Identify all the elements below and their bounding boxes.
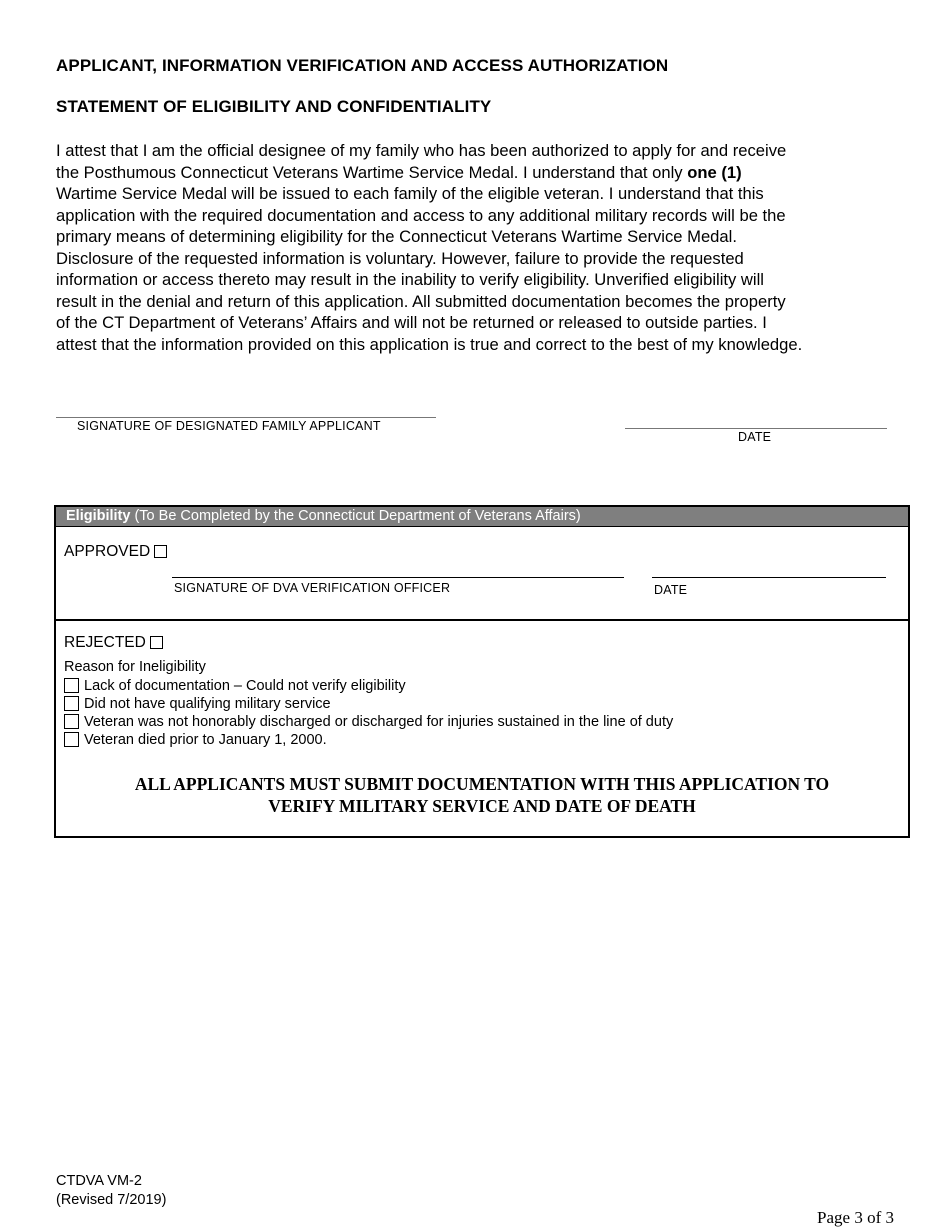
rejected-checkbox[interactable] [150,636,163,649]
officer-signature-line[interactable] [172,577,624,578]
applicant-signature-line[interactable] [56,417,436,418]
eligibility-statement [56,140,916,355]
approved-checkbox[interactable] [154,545,167,558]
reason-text: Lack of documentation – Could not verify eligibility [84,678,406,694]
reason-text: Veteran was not honorably discharged or discharged for injuries sustained in the line of duty [84,714,674,730]
statement-bold-text: one (1) [687,162,742,182]
statement-line: I attest that I am the official designee of my family who has been authorized to apply for and receive [56,141,787,160]
applicant-date-line[interactable] [625,428,887,429]
form-footer [56,1172,166,1210]
rejected-label: REJECTED [64,634,146,651]
form-revision: (Revised 7/2019) [56,1192,167,1208]
section-title: STATEMENT OF ELIGIBILITY AND CONFIDENTIALITY [56,97,492,116]
statement-text: the Posthumous Connecticut Veterans Wartime Service Medal. I understand that only [56,162,688,182]
statement-line: application with the required documentation and access to any additional military records will be the [56,205,786,225]
reason-item [64,677,673,695]
statement-line: of the CT Department of Veterans’ Affairs and will not be returned or released to outside parties. I [56,313,767,332]
statement-line: Disclosure of the requested information is voluntary. However, failure to provide the requested [56,248,744,268]
officer-signature-label: SIGNATURE OF DVA VERIFICATION OFFICER [174,581,451,595]
officer-date-label: DATE [654,583,688,597]
statement-line [56,162,916,184]
statement-line: Wartime Service Medal will be issued to each family of the eligible veteran. I understand that this [56,184,764,203]
eligibility-header-title: Eligibility [66,508,131,524]
reason-list [64,677,673,749]
statement-line: attest that the information provided on this application is true and correct to the best of my knowledge. [56,334,803,354]
reason-item [64,695,673,713]
page-number: Page 3 of 3 [817,1208,894,1227]
reason-text: Did not have qualifying military service [84,696,331,712]
reason-checkbox[interactable] [64,696,79,711]
reason-title: Reason for Ineligibility [64,659,206,675]
statement-line: information or access thereto may result in the inability to verify eligibility. Unverified eligibility will [56,270,764,289]
eligibility-box [54,505,910,838]
reason-text: Veteran died prior to January 1, 2000. [84,732,327,748]
reason-checkbox[interactable] [64,732,79,747]
statement-line: result in the denial and return of this application. All submitted documentation becomes the property [56,291,786,311]
form-title: APPLICANT, INFORMATION VERIFICATION AND ACCESS AUTHORIZATION [56,56,669,75]
reason-checkbox[interactable] [64,678,79,693]
notice-line: ALL APPLICANTS MUST SUBMIT DOCUMENTATION WITH THIS APPLICATION TO [134,774,830,794]
reason-checkbox[interactable] [64,714,79,729]
notice-line: VERIFY MILITARY SERVICE AND DATE OF DEATH [268,796,696,816]
applicant-signature-label: SIGNATURE OF DESIGNATED FAMILY APPLICANT [77,419,381,433]
section-divider [56,619,908,621]
eligibility-header-note: (To Be Completed by the Connecticut Department of Veterans Affairs) [130,508,581,524]
statement-line: primary means of determining eligibility for the Connecticut Veterans Wartime Service Medal. [56,227,737,246]
officer-date-line[interactable] [652,577,886,578]
eligibility-header [56,507,908,527]
documentation-notice [56,773,908,817]
applicant-date-label: DATE [738,430,772,444]
reason-item [64,713,673,731]
reason-item [64,731,673,749]
approved-row [64,543,167,561]
rejected-row [64,634,163,652]
approved-label: APPROVED [64,543,151,560]
form-id: CTDVA VM-2 [56,1173,142,1189]
